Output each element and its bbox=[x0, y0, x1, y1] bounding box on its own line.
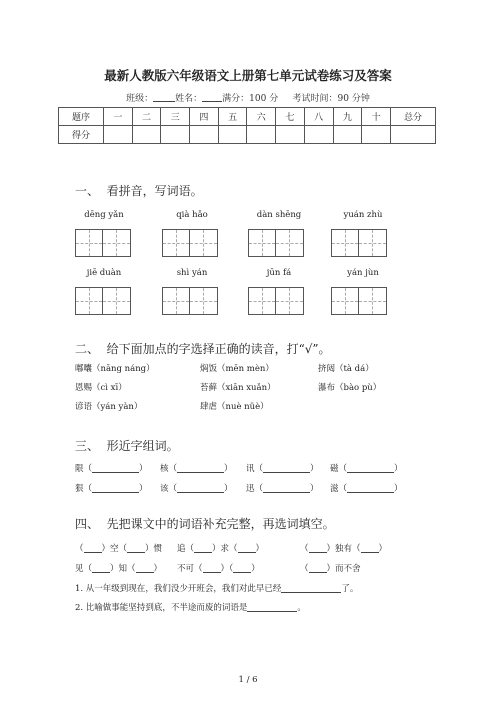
table-cell: 三 bbox=[161, 108, 190, 126]
answer-blank[interactable] bbox=[203, 563, 221, 573]
score-cell[interactable] bbox=[218, 126, 247, 144]
pinyin: dàn shēng bbox=[256, 210, 302, 220]
score-cell[interactable] bbox=[362, 126, 391, 144]
writing-grid[interactable] bbox=[75, 229, 131, 257]
idiom-4 bbox=[75, 562, 162, 574]
table-cell: 七 bbox=[276, 108, 305, 126]
reading-choice[interactable]: 瀑布（bào pù） bbox=[318, 383, 382, 393]
grid-cell[interactable] bbox=[76, 230, 103, 256]
grid-cell[interactable] bbox=[190, 288, 217, 314]
grid-cell[interactable] bbox=[332, 288, 359, 314]
answer-blank[interactable] bbox=[233, 563, 251, 573]
writing-grid[interactable] bbox=[248, 287, 304, 315]
section-1-heading: 一、 看拼音，写词语。 bbox=[75, 184, 203, 198]
pinyin: yán jùn bbox=[347, 268, 379, 278]
word-pair bbox=[330, 462, 403, 474]
score-cell[interactable] bbox=[333, 126, 362, 144]
grid-cell[interactable] bbox=[190, 230, 217, 256]
class-blank bbox=[153, 93, 175, 102]
paren-close: ） bbox=[394, 484, 403, 494]
answer-blank[interactable] bbox=[177, 463, 224, 473]
score-label: 满分：100 分 bbox=[222, 94, 279, 104]
char-label: 迅（ bbox=[246, 484, 264, 494]
table-cell: 五 bbox=[218, 108, 247, 126]
idiom-text: ）（ bbox=[220, 564, 234, 574]
word-pair bbox=[246, 462, 319, 474]
writing-grid[interactable] bbox=[331, 229, 387, 257]
sentence-text: 1. 从一年级到现在，我们没少开班会，我们对此早已经 bbox=[75, 584, 282, 594]
idiom-text: 追（ bbox=[177, 544, 195, 554]
idiom-text: ）惯 bbox=[145, 544, 163, 554]
answer-blank[interactable] bbox=[92, 483, 139, 493]
table-cell: 六 bbox=[247, 108, 276, 126]
grid-cell[interactable] bbox=[163, 288, 190, 314]
table-cell: 一 bbox=[104, 108, 133, 126]
word-pair bbox=[330, 482, 403, 494]
sentence-text: 2. 比喻做事能坚持到底，不半途而废的词语是 bbox=[75, 603, 248, 613]
writing-grid[interactable] bbox=[75, 287, 131, 315]
writing-grid[interactable] bbox=[162, 229, 218, 257]
answer-blank[interactable] bbox=[127, 543, 145, 553]
answer-blank[interactable] bbox=[281, 583, 341, 593]
page-number: 1 / 6 bbox=[238, 675, 258, 685]
grid-cell[interactable] bbox=[359, 230, 386, 256]
reading-choice[interactable]: 焖饭（mēn mèn） bbox=[200, 364, 274, 374]
score-cell[interactable] bbox=[190, 126, 219, 144]
char-label: 该（ bbox=[160, 484, 178, 494]
reading-choice[interactable]: 谚语（yán yàn） bbox=[75, 402, 143, 412]
grid-cell[interactable] bbox=[359, 288, 386, 314]
section-3-heading: 三、 形近字组词。 bbox=[75, 439, 179, 453]
exam-info bbox=[0, 91, 496, 104]
writing-grid[interactable] bbox=[162, 287, 218, 315]
idiom-text: 不可（ bbox=[177, 564, 203, 574]
idiom-text: （ bbox=[300, 564, 309, 574]
char-label: 限（ bbox=[75, 464, 93, 474]
answer-blank[interactable] bbox=[347, 463, 394, 473]
idiom-text: ） bbox=[251, 564, 260, 574]
grid-cell[interactable] bbox=[249, 288, 276, 314]
word-pair bbox=[160, 482, 233, 494]
word-pair bbox=[75, 482, 148, 494]
answer-blank[interactable] bbox=[84, 543, 102, 553]
table-cell: 四 bbox=[190, 108, 219, 126]
char-label: 磁（ bbox=[330, 464, 348, 474]
answer-blank[interactable] bbox=[309, 563, 327, 573]
pinyin: yuán zhù bbox=[343, 210, 383, 220]
word-pair bbox=[75, 462, 148, 474]
score-table bbox=[58, 107, 436, 144]
sentence-1 bbox=[75, 582, 358, 594]
page-title: 最新人教版六年级语文上册第七单元试卷练习及答案 bbox=[104, 68, 392, 83]
grid-cell[interactable] bbox=[249, 230, 276, 256]
idiom-text: ）知（ bbox=[110, 564, 136, 574]
writing-grid[interactable] bbox=[331, 287, 387, 315]
char-label: 滋（ bbox=[330, 484, 348, 494]
table-cell: 八 bbox=[304, 108, 333, 126]
answer-blank[interactable] bbox=[247, 602, 297, 612]
answer-blank[interactable] bbox=[177, 483, 224, 493]
paren-close: ） bbox=[394, 464, 403, 474]
table-cell: 题序 bbox=[59, 108, 104, 126]
answer-blank[interactable] bbox=[136, 563, 154, 573]
idiom-text: ）独有（ bbox=[326, 544, 361, 554]
paren-close: ） bbox=[310, 464, 319, 474]
idiom-text: ）而不舍 bbox=[326, 564, 361, 574]
score-table-header-row bbox=[59, 108, 436, 126]
idiom-6 bbox=[300, 562, 361, 574]
answer-blank[interactable] bbox=[194, 543, 212, 553]
time-label: 考试时间：90 分钟 bbox=[292, 94, 370, 104]
answer-blank[interactable] bbox=[347, 483, 394, 493]
answer-blank[interactable] bbox=[309, 543, 327, 553]
score-cell[interactable] bbox=[132, 126, 161, 144]
table-cell: 九 bbox=[333, 108, 362, 126]
grid-cell[interactable] bbox=[276, 288, 303, 314]
score-cell[interactable] bbox=[391, 126, 436, 144]
section-4-heading: 四、 先把课文中的词语补充完整，再选词填空。 bbox=[75, 517, 335, 531]
class-label: 班级： bbox=[126, 94, 154, 104]
answer-blank[interactable] bbox=[92, 563, 110, 573]
table-cell: 二 bbox=[132, 108, 161, 126]
idiom-3 bbox=[300, 542, 387, 554]
sentence-text: 。 bbox=[297, 603, 306, 613]
char-label: 狠（ bbox=[75, 484, 93, 494]
name-label: 姓名： bbox=[175, 94, 203, 104]
idiom-text: ）求（ bbox=[212, 544, 238, 554]
score-cell[interactable] bbox=[104, 126, 133, 144]
grid-cell[interactable] bbox=[76, 288, 103, 314]
grid-cell[interactable] bbox=[103, 230, 130, 256]
idiom-text: ）空（ bbox=[101, 544, 128, 554]
idiom-text: ） bbox=[153, 564, 163, 574]
reading-choice[interactable]: 嘟囔（nāng náng） bbox=[75, 364, 155, 374]
score-cell[interactable] bbox=[247, 126, 276, 144]
table-cell: 总分 bbox=[391, 108, 436, 126]
idiom-5 bbox=[177, 562, 260, 574]
word-pair bbox=[160, 462, 233, 474]
idiom-1 bbox=[75, 542, 162, 554]
table-cell: 得分 bbox=[59, 126, 104, 144]
pinyin: shì yán bbox=[176, 268, 208, 278]
section-2-heading: 二、 给下面加点的字选择正确的读音，打“√”。 bbox=[75, 342, 331, 356]
paren-close: ） bbox=[224, 484, 233, 494]
sentence-2 bbox=[75, 601, 306, 613]
pinyin: jiē duàn bbox=[86, 268, 122, 278]
score-table-score-row bbox=[59, 126, 436, 144]
writing-grid[interactable] bbox=[248, 229, 304, 257]
answer-blank[interactable] bbox=[361, 543, 379, 553]
idiom-text: ） bbox=[255, 544, 265, 554]
char-label: 讯（ bbox=[246, 464, 264, 474]
idiom-text: （ bbox=[75, 544, 84, 554]
reading-choice[interactable]: 苔藓（xiān xuǎn） bbox=[200, 383, 276, 393]
sentence-text: 了。 bbox=[341, 584, 359, 594]
grid-cell[interactable] bbox=[276, 230, 303, 256]
grid-cell[interactable] bbox=[332, 230, 359, 256]
idiom-2 bbox=[177, 542, 264, 554]
reading-choice[interactable]: 恩赐（cì xī） bbox=[75, 383, 127, 393]
grid-cell[interactable] bbox=[163, 230, 190, 256]
answer-blank[interactable] bbox=[92, 463, 139, 473]
word-pair bbox=[246, 482, 319, 494]
answer-blank[interactable] bbox=[238, 543, 256, 553]
paren-close: ） bbox=[139, 484, 148, 494]
pinyin: jūn fá bbox=[266, 268, 292, 278]
idiom-text: 见（ bbox=[75, 564, 93, 574]
paren-close: ） bbox=[310, 484, 319, 494]
score-cell[interactable] bbox=[304, 126, 333, 144]
table-cell: 十 bbox=[362, 108, 391, 126]
score-cell[interactable] bbox=[161, 126, 190, 144]
paren-close: ） bbox=[139, 464, 148, 474]
score-cell[interactable] bbox=[276, 126, 305, 144]
reading-choice[interactable]: 肆虐（nuè nüè） bbox=[200, 402, 269, 412]
pinyin: qià hǎo bbox=[176, 210, 208, 220]
reading-choice[interactable]: 挤闼（tà dá） bbox=[318, 364, 374, 374]
char-label: 核（ bbox=[160, 464, 178, 474]
paren-close: ） bbox=[224, 464, 233, 474]
pinyin: dēng yǎn bbox=[84, 210, 124, 220]
idiom-text: ） bbox=[378, 544, 388, 554]
answer-blank[interactable] bbox=[263, 483, 310, 493]
grid-cell[interactable] bbox=[103, 288, 130, 314]
answer-blank[interactable] bbox=[263, 463, 310, 473]
idiom-text: （ bbox=[300, 544, 309, 554]
name-blank bbox=[202, 93, 222, 102]
